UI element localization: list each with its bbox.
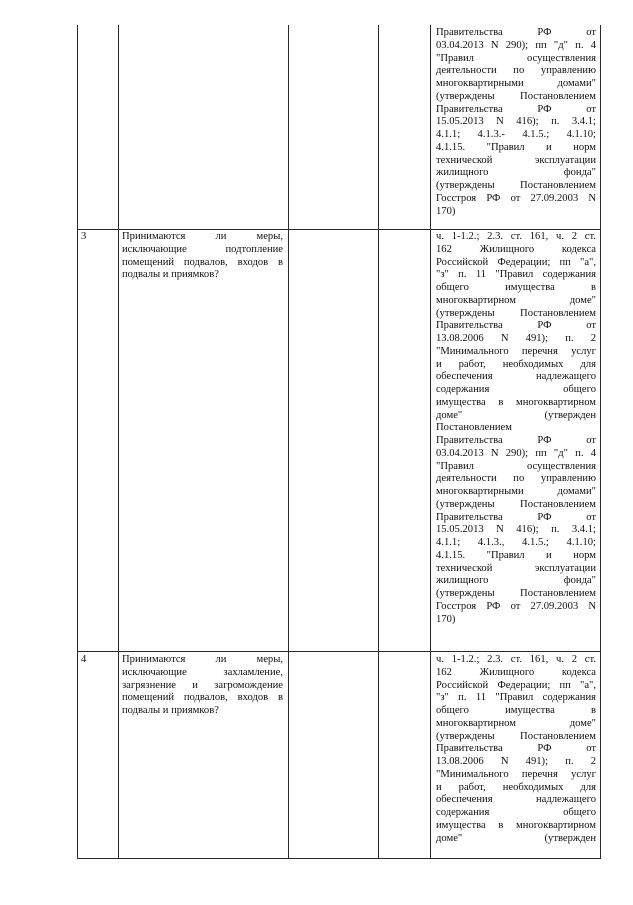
requirement-line: 13.08.2006 N 491); п. 2 bbox=[436, 333, 596, 344]
table-border-right bbox=[600, 25, 601, 859]
requirement-line: 170) bbox=[436, 613, 456, 625]
requirement-line: и работ, необходимых для bbox=[436, 781, 596, 793]
question-line: помещений подвалов, входов в bbox=[122, 692, 283, 704]
requirement-line: (утверждены Постановлением bbox=[436, 588, 596, 599]
row-separator-2-3 bbox=[77, 229, 601, 230]
requirement-line: "з" п. 11 "Правил содержания bbox=[436, 692, 596, 704]
requirement-line: жилищного фонда" bbox=[436, 575, 596, 587]
requirement-line: "з" п. 11 "Правил содержания bbox=[436, 269, 596, 281]
requirement-line: доме" (утвержден bbox=[436, 832, 596, 844]
requirement-line: 4.1.15. "Правил и норм bbox=[436, 141, 596, 153]
requirement-line: Российской Федерации; пп "а", bbox=[436, 256, 596, 268]
requirement-line: "Минимального перечня услуг bbox=[436, 345, 596, 357]
requirement-line: "Минимального перечня услуг bbox=[436, 768, 596, 780]
requirement-line: 13.08.2006 N 491); п. 2 bbox=[436, 756, 596, 767]
requirement-line: (утверждены Постановлением bbox=[436, 730, 596, 742]
requirement-line: 170) bbox=[436, 205, 456, 217]
requirement-line: общего имущества в bbox=[436, 282, 596, 293]
requirement-line: содержания общего bbox=[436, 807, 596, 818]
requirement-line: общего имущества в bbox=[436, 705, 596, 716]
requirement-line: Российской Федерации; пп "а", bbox=[436, 679, 596, 691]
requirement-line: "Правил осуществления bbox=[436, 52, 596, 64]
question-line: Принимаются ли меры, bbox=[122, 654, 283, 665]
requirement-line: Госстроя РФ от 27.09.2003 N bbox=[436, 192, 596, 204]
requirement-line: 15.05.2013 N 416); п. 3.4.1; bbox=[436, 524, 596, 536]
requirement-line: (утверждены Постановлением bbox=[436, 307, 596, 319]
row-separator-3-4 bbox=[77, 651, 601, 652]
requirement-line: технической эксплуатации bbox=[436, 154, 596, 166]
requirement-line: многоквартирном доме" bbox=[436, 717, 596, 729]
question-line: загрязнение и загромождение bbox=[122, 679, 283, 691]
requirement-line: Правительства РФ от bbox=[436, 743, 596, 755]
requirement-line: 4.1.1; 4.1.3.- 4.1.5.; 4.1.10; bbox=[436, 129, 596, 140]
requirement-line: и работ, необходимых для bbox=[436, 358, 596, 370]
requirement-line: 4.1.15. "Правил и норм bbox=[436, 549, 596, 561]
row-requirements bbox=[436, 231, 596, 626]
requirement-line: Постановлением bbox=[436, 422, 512, 434]
requirement-line: (утверждены Постановлением bbox=[436, 180, 596, 191]
requirement-line: 4.1.1; 4.1.3., 4.1.5.; 4.1.10; bbox=[436, 537, 596, 548]
requirement-line: имущества в многоквартирном bbox=[436, 819, 596, 831]
requirement-line: Правительства РФ от bbox=[436, 27, 596, 38]
requirement-line: Правительства РФ от bbox=[436, 103, 596, 115]
requirement-line: 03.04.2013 N 290); пп "д" п. 4 bbox=[436, 447, 596, 459]
requirement-line: Правительства РФ от bbox=[436, 320, 596, 332]
requirement-line: обеспечения надлежащего bbox=[436, 794, 596, 806]
requirement-line: Госстроя РФ от 27.09.2003 N bbox=[436, 600, 596, 612]
column-divider-2 bbox=[288, 25, 289, 859]
requirement-line: "Правил осуществления bbox=[436, 460, 596, 472]
requirement-line: (утверждены Постановлением bbox=[436, 498, 596, 510]
column-divider-3 bbox=[378, 25, 379, 859]
row-number: 3 bbox=[81, 231, 87, 242]
requirement-line: деятельности по управлению bbox=[436, 65, 596, 77]
requirement-line: обеспечения надлежащего bbox=[436, 371, 596, 383]
question-line: помещений подвалов, входов в bbox=[122, 256, 283, 268]
requirement-line: (утверждены Постановлением bbox=[436, 90, 596, 102]
requirement-line: многоквартирными домами" bbox=[436, 78, 596, 89]
requirement-line: Правительства РФ от bbox=[436, 511, 596, 523]
row-question bbox=[122, 654, 283, 718]
column-divider-4 bbox=[430, 25, 431, 859]
requirement-line: 162 Жилищного кодекса bbox=[436, 666, 596, 678]
row-requirements bbox=[436, 654, 596, 845]
requirement-line: жилищного фонда" bbox=[436, 167, 596, 179]
requirement-line: доме" (утвержден bbox=[436, 409, 596, 421]
requirement-line: имущества в многоквартирном bbox=[436, 396, 596, 408]
table-border-left bbox=[77, 25, 78, 859]
requirement-line: ч. 1-1.2.; 2.3. ст. 161, ч. 2 ст. bbox=[436, 654, 596, 665]
requirement-line: многоквартирном доме" bbox=[436, 294, 596, 306]
table-border-bottom bbox=[77, 858, 601, 859]
requirement-line: содержания общего bbox=[436, 384, 596, 395]
question-line: Принимаются ли меры, bbox=[122, 231, 283, 242]
row-continued-requirements bbox=[436, 27, 596, 218]
question-line: подвалы и приямков? bbox=[122, 269, 219, 281]
requirement-line: ч. 1-1.2.; 2.3. ст. 161, ч. 2 ст. bbox=[436, 231, 596, 242]
requirement-line: 03.04.2013 N 290); пп "д" п. 4 bbox=[436, 39, 596, 51]
requirement-line: деятельности по управлению bbox=[436, 473, 596, 485]
row-number: 4 bbox=[81, 654, 87, 665]
question-line: исключающие захламление, bbox=[122, 666, 283, 678]
requirement-line: 162 Жилищного кодекса bbox=[436, 243, 596, 255]
requirement-line: Правительства РФ от bbox=[436, 435, 596, 446]
row-question bbox=[122, 231, 283, 282]
requirement-line: многоквартирными домами" bbox=[436, 486, 596, 497]
question-line: исключающие подтопление bbox=[122, 243, 283, 255]
question-line: подвалы и приямков? bbox=[122, 705, 219, 716]
requirement-line: 15.05.2013 N 416); п. 3.4.1; bbox=[436, 116, 596, 128]
column-divider-1 bbox=[118, 25, 119, 859]
requirement-line: технической эксплуатации bbox=[436, 562, 596, 574]
